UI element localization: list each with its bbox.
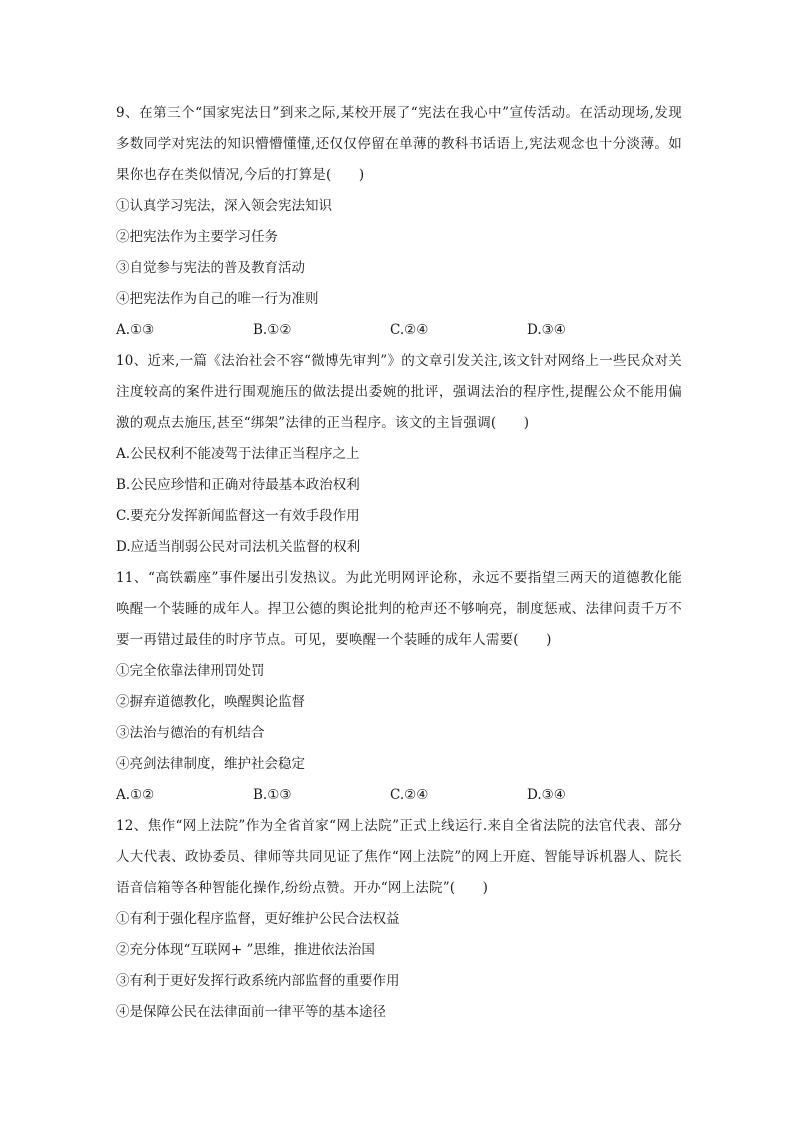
- answer-choices: [116, 315, 682, 346]
- question-12: [116, 811, 682, 1028]
- statement-item: ②把宪法作为主要学习任务: [116, 229, 278, 245]
- choice-a: A.①③: [116, 322, 155, 338]
- choice-c: C.②④: [390, 787, 429, 803]
- choice-c: C.②④: [390, 322, 429, 338]
- question-stem: 12、焦作“网上法院”作为全省首家“网上法院”正式上线运行.来自全省法院的法官代表、部分人大代表、政协委员、律师等共同见证了焦作“网上法院”的网上开庭、智能导诉机器人、院长语音信箱等各种智能化操作,纷纷点赞。开办“网上法院”( ): [116, 818, 682, 896]
- statement-item: ②摒弃道德教化，唤醒舆论监督: [116, 694, 305, 710]
- choice-d: D.③④: [527, 322, 566, 338]
- statement-item: ③法治与德治的有机结合: [116, 725, 265, 741]
- statement-item: ②充分体现“互联网+ ”思维，推进依法治国: [116, 942, 375, 958]
- statement-item: ③自觉参与宪法的普及教育活动: [116, 260, 305, 276]
- statement-item: ①有利于强化程序监督，更好维护公民合法权益: [116, 911, 400, 927]
- option-b: B.公民应珍惜和正确对待最基本政治权利: [116, 477, 360, 493]
- question-stem: 11、“高铁霸座”事件屡出引发热议。为此光明网评论称，永远不要指望三两天的道德教化能唤醒一个装睡的成年人。捍卫公德的舆论批判的枪声还不够响亮，制度惩戒、法律问责千万不要一再错过最佳的时序节点。可见，要唤醒一个装睡的成年人需要( ): [116, 570, 682, 648]
- statement-item: ①完全依靠法律刑罚处罚: [116, 663, 265, 679]
- statement-item: ④亮剑法律制度，维护社会稳定: [116, 756, 305, 772]
- choice-b: B.①②: [253, 322, 292, 338]
- choice-b: B.①③: [253, 787, 292, 803]
- exam-page: [116, 98, 682, 1028]
- question-10: [116, 346, 682, 563]
- choice-d: D.③④: [527, 787, 566, 803]
- choice-a: A.①②: [116, 787, 155, 803]
- question-stem: 10、近来,一篇《法治社会不容“微博先审判”》的文章引发关注,该文针对网络上一些民众对关注度较高的案件进行围观施压的做法提出委婉的批评，强调法治的程序性,提醒公众不能用偏激的观点去施压,甚至“绑架”法律的正当程序。该文的主旨强调( ): [116, 353, 682, 431]
- question-9: [116, 98, 682, 346]
- answer-choices: [116, 780, 682, 811]
- question-11: [116, 563, 682, 811]
- option-c: C.要充分发挥新闻监督这一有效手段作用: [116, 508, 360, 524]
- statement-item: ④把宪法作为自己的唯一行为准则: [116, 291, 319, 307]
- option-a: A.公民权利不能凌驾于法律正当程序之上: [116, 446, 360, 462]
- option-d: D.应适当削弱公民对司法机关监督的权利: [116, 539, 361, 555]
- statement-item: ③有利于更好发挥行政系统内部监督的重要作用: [116, 973, 400, 989]
- statement-item: ④是保障公民在法律面前一律平等的基本途径: [116, 1004, 386, 1020]
- statement-item: ①认真学习宪法，深入领会宪法知识: [116, 198, 332, 214]
- question-stem: 9、在第三个“国家宪法日”到来之际,某校开展了“宪法在我心中”宣传活动。在活动现场,发现多数同学对宪法的知识懵懵懂懂,还仅仅停留在单薄的教科书话语上,宪法观念也十分淡薄。如果你也存在类似情况,今后的打算是( ): [116, 105, 682, 183]
